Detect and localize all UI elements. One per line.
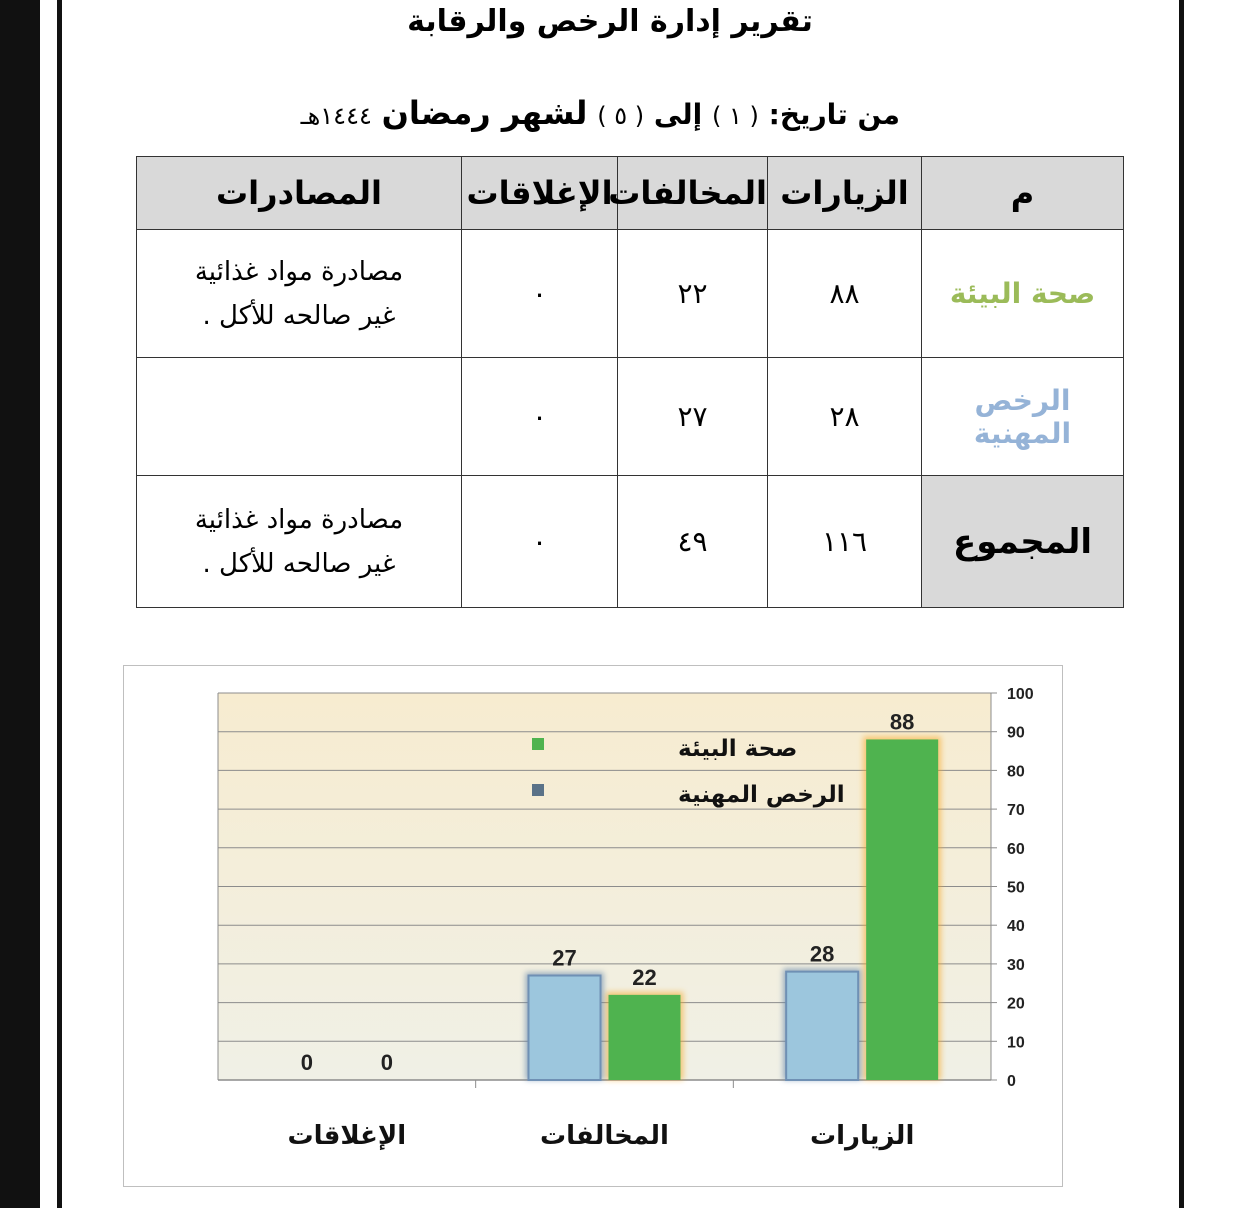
confiscation-line: مصادرة مواد غذائية [194, 504, 404, 535]
cell-violations: ٢٢ [618, 230, 768, 358]
legend-label: صحة البيئة [678, 736, 798, 762]
y-tick-label: 30 [1007, 956, 1025, 974]
y-tick-label: 10 [1007, 1034, 1025, 1052]
legend-label: الرخص المهنية [678, 782, 845, 808]
date-month: لشهر رمضان [381, 94, 588, 132]
cell-visits: ٨٨ [768, 230, 922, 358]
cell-visits: ١١٦ [768, 476, 922, 608]
row-label: المجموع [922, 476, 1124, 608]
category-label: الزيارات [809, 1121, 915, 1151]
y-tick-label: 80 [1007, 763, 1025, 781]
data-label: 22 [632, 964, 657, 990]
header-visits: الزيارات [768, 157, 922, 230]
legend-swatch [532, 738, 544, 750]
cell-closures: ٠ [462, 230, 618, 358]
y-tick-label: 20 [1007, 995, 1025, 1013]
confiscation-line: غير صالحه للأكل . [202, 548, 396, 579]
data-label: 0 [380, 1050, 393, 1075]
date-to-word: إلى [653, 98, 703, 131]
y-tick-label: 70 [1007, 802, 1025, 820]
y-tick-label: 0 [1007, 1073, 1016, 1090]
y-tick-label: 50 [1007, 879, 1025, 897]
y-tick-label: 100 [1007, 686, 1034, 703]
header-violations: المخالفات [618, 157, 768, 230]
y-tick-label: 60 [1007, 840, 1025, 858]
bar-licenses [529, 976, 601, 1080]
bar-licenses [786, 972, 858, 1080]
cell-visits: ٢٨ [768, 358, 922, 476]
cell-violations: ٤٩ [618, 476, 768, 608]
date-year: ١٤٤٤هـ [300, 102, 372, 130]
bar-env-health [609, 995, 681, 1080]
data-label: 27 [552, 945, 577, 971]
cell-closures: ٠ [462, 358, 618, 476]
legend-swatch [532, 784, 544, 796]
category-label: المخالفات [540, 1121, 669, 1151]
category-label: الإغلاقات [287, 1121, 407, 1151]
data-label: 0 [300, 1050, 313, 1075]
header-confiscations: المصادرات [137, 157, 462, 230]
date-prefix: من تاريخ: [768, 98, 900, 131]
confiscation-line: مصادرة مواد غذائية [194, 256, 404, 287]
confiscation-line: غير صالحه للأكل . [202, 300, 396, 331]
date-to: ( ٥ ) [597, 102, 645, 130]
header-index: م [922, 157, 1124, 230]
row-label: صحة البيئة [922, 230, 1124, 358]
y-tick-label: 40 [1007, 918, 1025, 936]
cell-closures: ٠ [462, 476, 618, 608]
header-closures: الإغلاقات [462, 157, 618, 230]
data-label: 88 [889, 709, 915, 735]
report-title: تقرير إدارة الرخص والرقابة [407, 4, 813, 39]
data-label: 28 [809, 941, 835, 967]
y-tick-label: 90 [1007, 724, 1025, 742]
bar-env-health [866, 739, 938, 1080]
row-label: الرخص المهنية [922, 358, 1124, 476]
cell-violations: ٢٧ [618, 358, 768, 476]
date-from: ( ١ ) [712, 102, 759, 130]
